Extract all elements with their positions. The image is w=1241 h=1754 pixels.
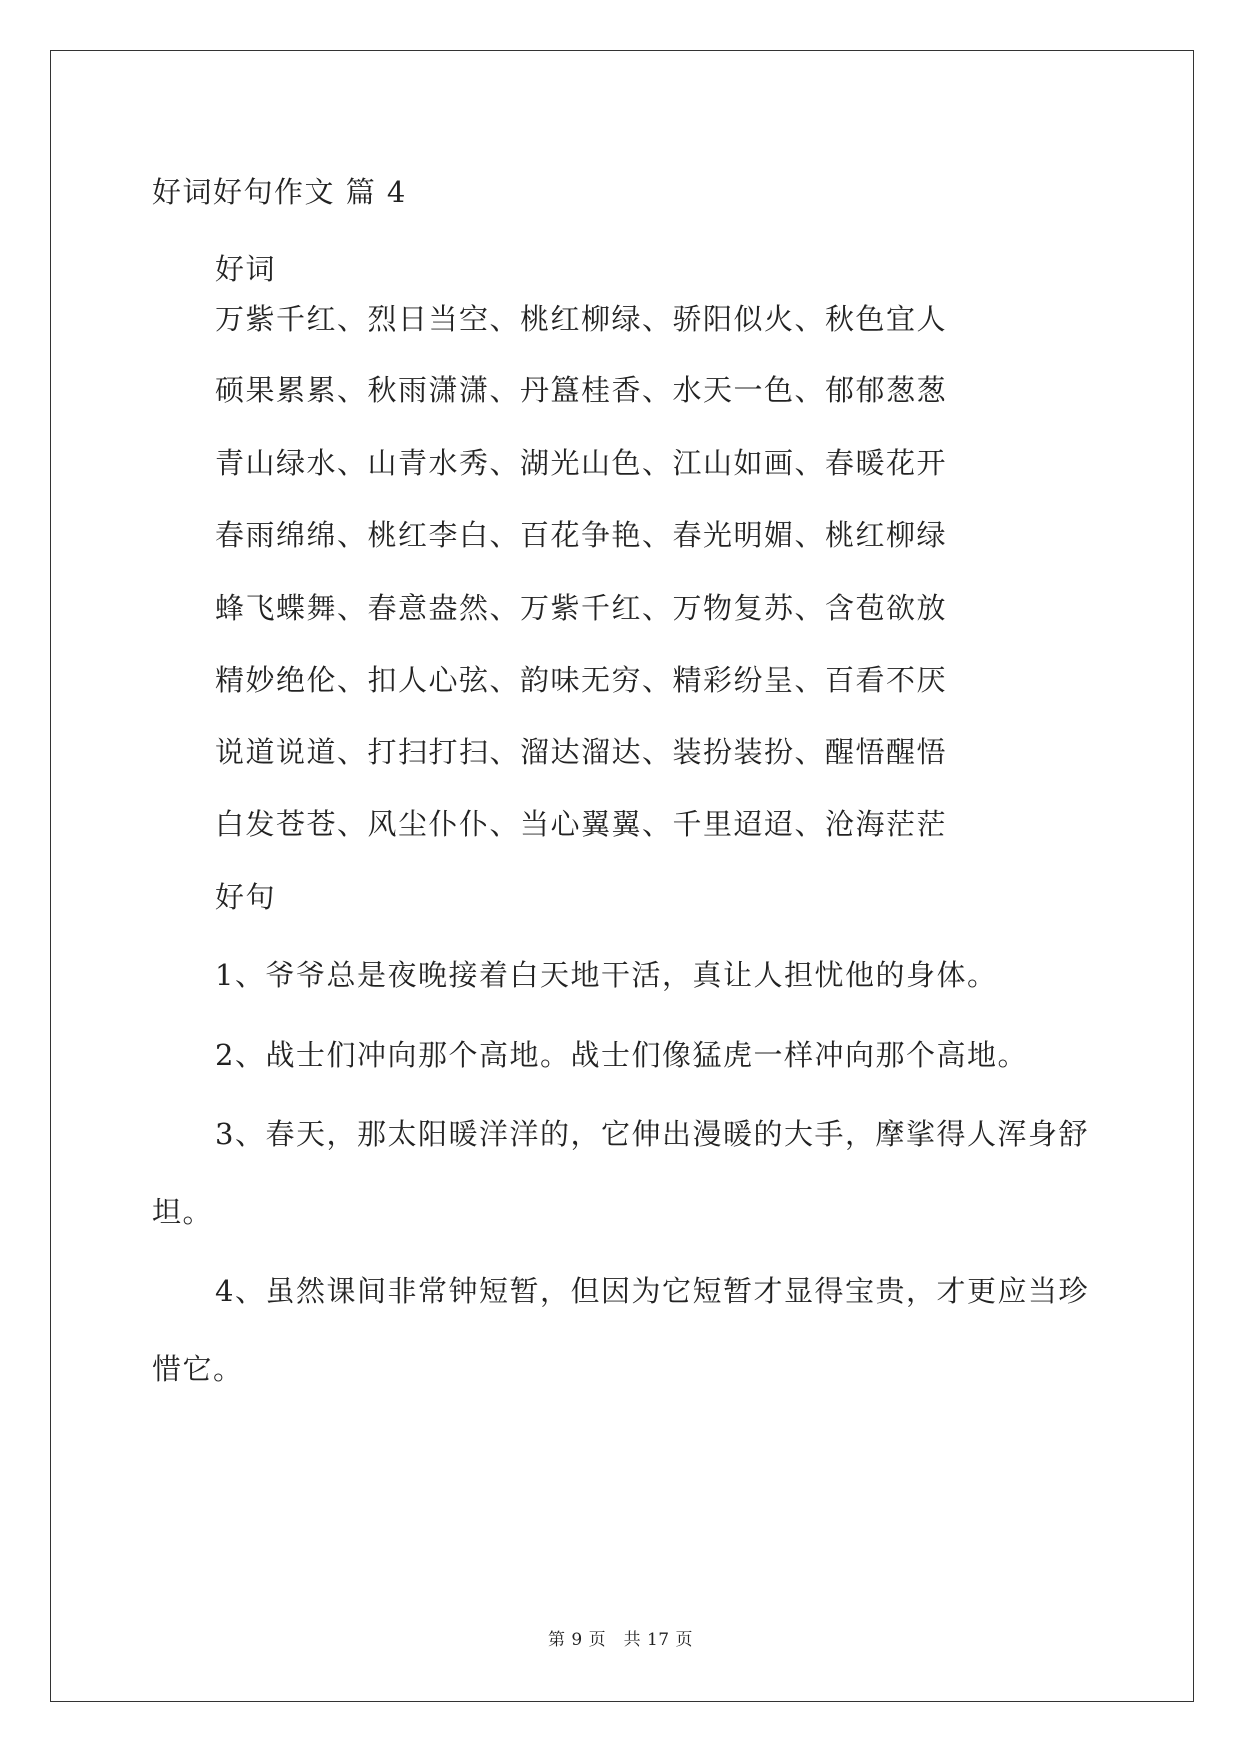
word-row: 白发苍苍、风尘仆仆、当心翼翼、千里迢迢、沧海茫茫 (215, 807, 948, 841)
word-row: 硕果累累、秋雨潇潇、丹簋桂香、水天一色、郁郁葱葱 (215, 373, 948, 407)
word-row: 春雨绵绵、桃红李白、百花争艳、春光明媚、桃红柳绿 (215, 518, 948, 552)
page-border (50, 50, 1194, 1702)
word-row: 说道说道、打扫打扫、溜达溜达、装扮装扮、醒悟醒悟 (215, 735, 948, 769)
word-row: 蜂飞蝶舞、春意盎然、万紫千红、万物复苏、含苞欲放 (215, 591, 948, 625)
sentence-4-continuation: 惜它。 (152, 1352, 244, 1386)
word-row: 青山绿水、山青水秀、湖光山色、江山如画、春暖花开 (215, 446, 948, 480)
word-row: 精妙绝伦、扣人心弦、韵味无穷、精彩纷呈、百看不厌 (215, 663, 948, 697)
sentence-3-continuation: 坦。 (152, 1195, 214, 1229)
sentence-4: 4、虽然课间非常钟短暂，但因为它短暂才显得宝贵，才更应当珍 (215, 1274, 1089, 1308)
word-row: 万紫千红、烈日当空、桃红柳绿、骄阳似火、秋色宜人 (215, 302, 948, 336)
sentence-2: 2、战士们冲向那个高地。战士们像猛虎一样冲向那个高地。 (215, 1038, 1028, 1072)
sentence-1: 1、爷爷总是夜晚接着白天地干活，真让人担忧他的身体。 (215, 958, 998, 992)
words-heading: 好词 (215, 252, 277, 286)
sentences-heading: 好句 (215, 880, 277, 914)
sentence-3: 3、春天，那太阳暖洋洋的，它伸出漫暖的大手，摩挲得人浑身舒 (215, 1117, 1089, 1151)
page-number: 第 9 页 共 17 页 (547, 1630, 694, 1650)
document-title: 好词好句作文 篇 4 (152, 175, 407, 209)
